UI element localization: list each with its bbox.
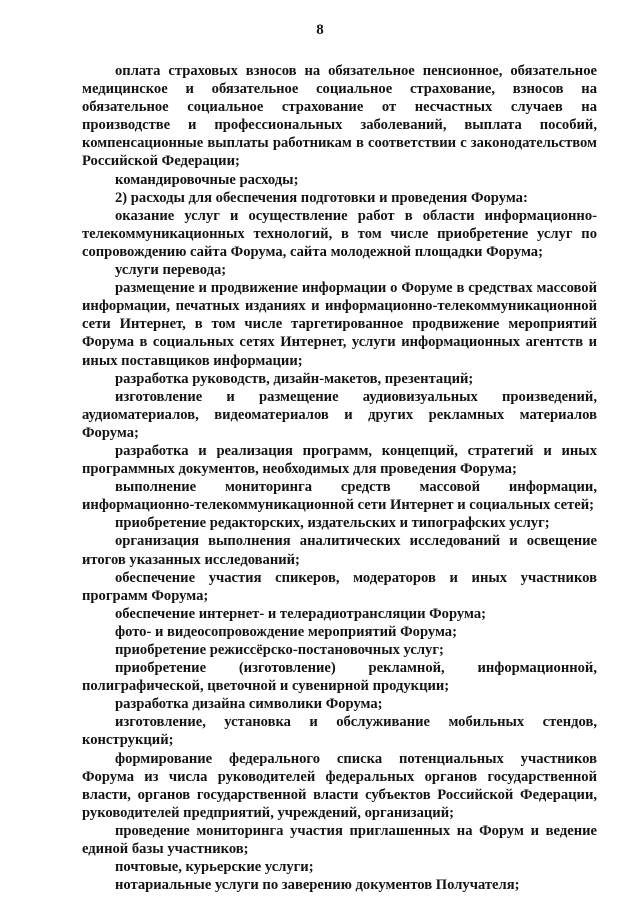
paragraph-participant-list: формирование федерального списка потенциальных участников Форума из числа руководителей федеральных органов государственной власти, органов государственной власти субъектов Российской Федерации, руководителей предприятий, учреждений, организаций; xyxy=(82,750,597,821)
paragraph-print-products: приобретение (изготовление) рекламной, информационной, полиграфической, цветочной и сувенирной продукции; xyxy=(82,660,597,695)
paragraph-postal: почтовые, курьерские услуги; xyxy=(115,859,314,876)
paragraph-symbol-design: разработка дизайна символики Форума; xyxy=(115,696,383,713)
paragraph-notary: нотариальные услуги по заверению документов Получателя; xyxy=(115,877,520,894)
paragraph-forum-expenses-heading: 2) расходы для обеспечения подготовки и проведения Форума: xyxy=(115,189,528,206)
paragraph-photo-video: фото- и видеосопровождение мероприятий Форума; xyxy=(115,623,457,640)
paragraph-travel-expenses: командировочные расходы; xyxy=(115,171,299,188)
paragraph-publishing: приобретение редакторских, издательских и типографских услуг; xyxy=(115,515,550,532)
paragraph-broadcast: обеспечение интернет- и телерадиотрансляции Форума; xyxy=(115,605,486,622)
paragraph-audiovisual: изготовление и размещение аудиовизуальных произведений, аудиоматериалов, видеоматериалов и других рекламных материалов Форума; xyxy=(82,388,597,441)
paragraph-media-monitoring: выполнение мониторинга средств массовой информации, информационно-телекоммуникационной сети Интернет и социальных сетей; xyxy=(82,479,597,514)
paragraph-research: организация выполнения аналитических исследований и освещение итогов указанных исследований; xyxy=(82,533,597,568)
paragraph-translation: услуги перевода; xyxy=(115,262,227,279)
paragraph-it-services: оказание услуг и осуществление работ в области информационно-телекоммуникационных технологий, в том числе приобретение услуг по сопровождению сайта Форума, сайта молодежной площадки Форума; xyxy=(82,207,597,260)
paragraph-directing: приобретение режиссёрско-постановочных услуг; xyxy=(115,642,444,658)
document-body xyxy=(82,62,597,894)
paragraph-insurance-contributions: оплата страховых взносов на обязательное пенсионное, обязательное медицинское и обязательное социальное страхование, взносов на обязательное социальное страхование от несчастных случаев на производстве и профессиональных заболеваний, выплата пособий, компенсационные выплаты работникам в соответствии с законодательством Российской Федерации; xyxy=(82,63,597,170)
paragraph-design-guides: разработка руководств, дизайн-макетов, презентаций; xyxy=(115,370,474,387)
paragraph-media-promotion: размещение и продвижение информации о Форуме в средствах массовой информации, печатных изданиях и информационно-телекоммуникационной сети Интернет, в том числе таргетированное продвижение мероприятий Форума в социальных сетях Интернет, услуги информационных агентств и иных поставщиков информации; xyxy=(82,280,597,369)
page-number: 8 xyxy=(316,22,324,38)
paragraph-speakers: обеспечение участия спикеров, модераторов и иных участников программ Форума; xyxy=(82,569,597,604)
paragraph-participant-monitoring: проведение мониторинга участия приглашенных на Форум и ведение единой базы участников; xyxy=(82,822,597,858)
paragraph-stands: изготовление, установка и обслуживание мобильных стендов, конструкций; xyxy=(82,714,597,749)
paragraph-programs: разработка и реализация программ, концепций, стратегий и иных программных документов, необходимых для проведения Форума; xyxy=(82,442,597,478)
